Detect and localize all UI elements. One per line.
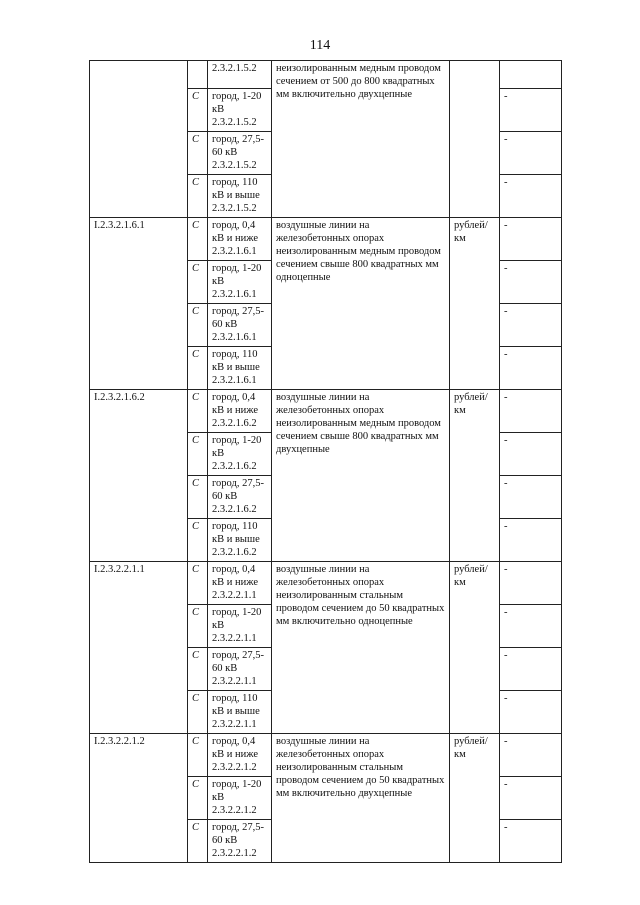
value-cell: -: [500, 261, 562, 304]
c-cell: С: [188, 519, 208, 562]
value-cell: -: [500, 89, 562, 132]
c-cell: С: [188, 691, 208, 734]
region-cell: город, 110 кВ и выше 2.3.2.1.6.2: [208, 519, 272, 562]
region-cell: город, 0,4 кВ и ниже 2.3.2.2.1.2: [208, 734, 272, 777]
c-cell: С: [188, 777, 208, 820]
region-cell: город, 0,4 кВ и ниже 2.3.2.1.6.2: [208, 390, 272, 433]
value-cell: -: [500, 648, 562, 691]
value-cell: -: [500, 132, 562, 175]
region-cell: город, 0,4 кВ и ниже 2.3.2.2.1.1: [208, 562, 272, 605]
table-row: [90, 562, 562, 605]
value-cell: -: [500, 390, 562, 433]
value-cell: -: [500, 734, 562, 777]
region-cell: город, 1-20 кВ 2.3.2.1.5.2: [208, 89, 272, 132]
value-cell: -: [500, 691, 562, 734]
value-cell: -: [500, 476, 562, 519]
table-row: [90, 734, 562, 777]
c-cell: С: [188, 347, 208, 390]
c-cell: С: [188, 175, 208, 218]
value-cell: -: [500, 519, 562, 562]
c-cell: С: [188, 820, 208, 863]
table-row: [90, 390, 562, 433]
value-cell: -: [500, 777, 562, 820]
unit-cell: рублей/ км: [450, 390, 500, 562]
value-cell: -: [500, 175, 562, 218]
page-number: 114: [309, 38, 331, 53]
value-cell: -: [500, 218, 562, 261]
tariff-table: [89, 60, 562, 863]
code-cell: I.2.3.2.1.6.2: [90, 390, 188, 562]
unit-cell: рублей/ км: [450, 218, 500, 390]
c-cell: С: [188, 476, 208, 519]
region-cell: город, 27,5-60 кВ 2.3.2.2.1.1: [208, 648, 272, 691]
region-cell: город, 1-20 кВ 2.3.2.1.6.2: [208, 433, 272, 476]
c-cell: С: [188, 648, 208, 691]
description-cell: воздушные линии на железобетонных опорах неизолированным стальным проводом сечением до 50 квадратных мм включительно одноцепные: [272, 562, 450, 734]
description-cell: воздушные линии на железобетонных опорах неизолированным стальным проводом сечением до 50 квадратных мм включительно двухцепные: [272, 734, 450, 863]
c-cell: С: [188, 562, 208, 605]
value-cell: -: [500, 562, 562, 605]
code-cell: I.2.3.2.2.1.2: [90, 734, 188, 863]
code-cell: I.2.3.2.2.1.1: [90, 562, 188, 734]
region-cell: город, 1-20 кВ 2.3.2.1.6.1: [208, 261, 272, 304]
c-cell: С: [188, 89, 208, 132]
region-cell: город, 0,4 кВ и ниже 2.3.2.1.6.1: [208, 218, 272, 261]
region-cell: город, 110 кВ и выше 2.3.2.1.6.1: [208, 347, 272, 390]
region-cell: город, 27,5-60 кВ 2.3.2.1.5.2: [208, 132, 272, 175]
table-row: [90, 61, 562, 89]
code-cell: I.2.3.2.1.6.1: [90, 218, 188, 390]
unit-cell: рублей/ км: [450, 562, 500, 734]
c-cell: С: [188, 390, 208, 433]
c-cell: С: [188, 734, 208, 777]
region-cell: город, 1-20 кВ 2.3.2.2.1.1: [208, 605, 272, 648]
c-cell: С: [188, 261, 208, 304]
region-cell: город, 1-20 кВ 2.3.2.2.1.2: [208, 777, 272, 820]
value-cell: -: [500, 605, 562, 648]
value-cell: -: [500, 347, 562, 390]
c-cell: С: [188, 132, 208, 175]
value-cell: [500, 61, 562, 89]
c-cell: С: [188, 605, 208, 648]
region-cell: город, 110 кВ и выше 2.3.2.2.1.1: [208, 691, 272, 734]
value-cell: -: [500, 433, 562, 476]
unit-cell: [450, 61, 500, 218]
description-cell: неизолированным медным проводом сечением от 500 до 800 квадратных мм включительно двухцепные: [272, 61, 450, 218]
table-row: [90, 218, 562, 261]
description-cell: воздушные линии на железобетонных опорах неизолированным медным проводом сечением свыше 800 квадратных мм двухцепные: [272, 390, 450, 562]
region-cell: город, 27,5-60 кВ 2.3.2.2.1.2: [208, 820, 272, 863]
unit-cell: рублей/ км: [450, 734, 500, 863]
value-cell: -: [500, 820, 562, 863]
region-cell: 2.3.2.1.5.2: [208, 61, 272, 89]
c-cell: [188, 61, 208, 89]
code-cell: [90, 61, 188, 218]
region-cell: город, 27,5-60 кВ 2.3.2.1.6.2: [208, 476, 272, 519]
c-cell: С: [188, 433, 208, 476]
region-cell: город, 27,5-60 кВ 2.3.2.1.6.1: [208, 304, 272, 347]
region-cell: город, 110 кВ и выше 2.3.2.1.5.2: [208, 175, 272, 218]
c-cell: С: [188, 304, 208, 347]
c-cell: С: [188, 218, 208, 261]
value-cell: -: [500, 304, 562, 347]
description-cell: воздушные линии на железобетонных опорах неизолированным медным проводом сечением свыше 800 квадратных мм одноцепные: [272, 218, 450, 390]
